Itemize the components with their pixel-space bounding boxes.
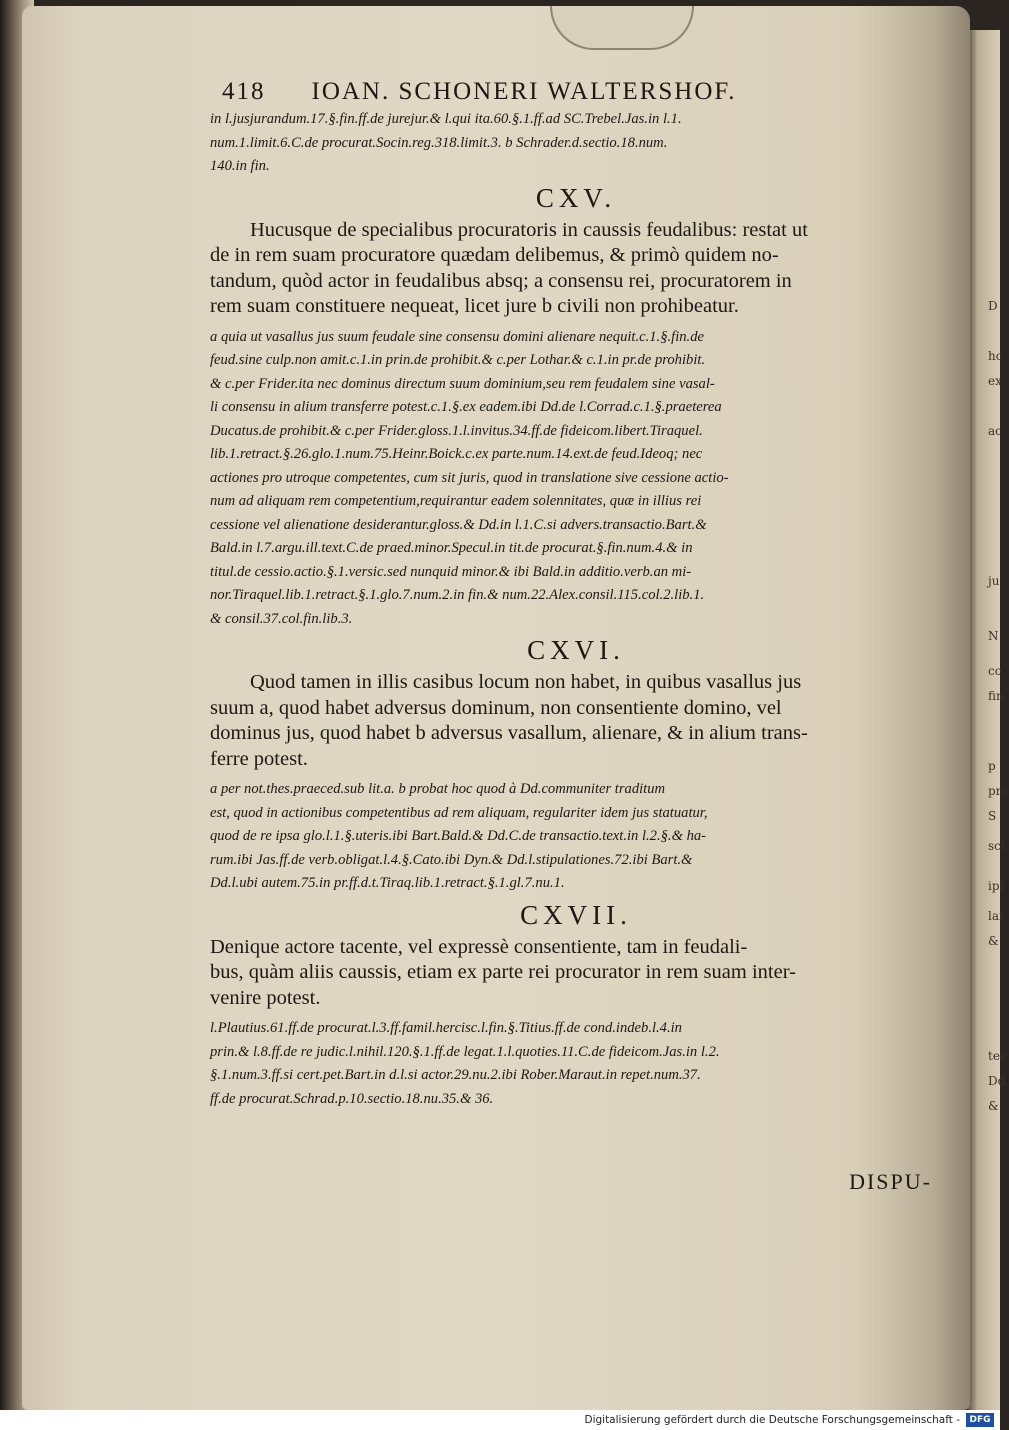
note-line: & c.per Frider.ita nec dominus directum suum dominium,seu rem feudalem sine vasal- xyxy=(210,375,715,392)
note-line: in l.jusjurandum.17.§.fin.ff.de jurejur.& l.qui ita.60.§.1.ff.ad SC.Trebel.Jas.in l.1. xyxy=(210,111,682,127)
text-line: Quod tamen in illis casibus locum non habet, in quibus vasallus jus xyxy=(250,671,802,693)
text-line: bus, quàm aliis caussis, etiam ex parte rei procurator in rem suam inter- xyxy=(210,961,796,983)
section-notes xyxy=(210,326,942,632)
text-line: rem suam constituere nequeat, licet jure b civili non prohibeatur. xyxy=(210,295,739,317)
note-line: ff.de procurat.Schrad.p.10.sectio.18.nu.35.& 36. xyxy=(210,1090,494,1107)
adjacent-page-fragment: lai xyxy=(988,909,1003,923)
section-text xyxy=(210,935,942,1012)
text-line: ferre potest. xyxy=(210,747,308,770)
note-line: nor.Tiraquel.lib.1.retract.§.1.glo.7.num.2.in fin.& num.22.Alex.consil.115.col.2.lib.1. xyxy=(210,587,705,603)
adjacent-page-fragment: ex xyxy=(988,374,1002,388)
note-line: Ducatus.de prohibit.& c.per Frider.gloss.1.l.invitus.34.ff.de fideicom.libert.Tiraquel. xyxy=(210,422,703,439)
section-notes xyxy=(210,778,942,896)
note-line: Bald.in l.7.argu.ill.text.C.de praed.minor.Specul.in tit.de procurat.§.fin.num.4.& in xyxy=(210,540,693,556)
adjacent-page-fragment: hc xyxy=(988,349,1003,363)
text-line: tandum, quòd actor in feudalibus absq; a consensu rei, procuratorem in xyxy=(210,269,792,292)
note-line: li consensu in alium transferre potest.c.1.§.ex eadem.ibi Dd.de l.Corrad.c.1.§.praeterea xyxy=(210,399,722,415)
adjacent-page-fragment: fin xyxy=(988,689,1004,703)
note-line: quod de re ipsa glo.l.1.§.uteris.ibi Bart.Bald.& Dd.C.de transactio.text.in l.2.§.& ha- xyxy=(210,828,707,844)
adjacent-page-fragment: Dd xyxy=(988,1074,1006,1088)
text-line: Denique actore tacente, vel expressè consentiente, tam in feudali- xyxy=(210,935,748,958)
text-line: suum a, quod habet adversus dominum, non consentiente domino, vel xyxy=(210,696,782,719)
adjacent-page-fragment: pra xyxy=(988,784,1009,798)
adjacent-page-fragment: & xyxy=(988,1099,999,1113)
note-line: a quia ut vasallus jus suum feudale sine consensu domini alienare nequit.c.1.§.fin.de xyxy=(210,328,704,345)
section-cxv xyxy=(210,183,942,632)
footer-credit: Digitalisierung gefördert durch die Deutsche Forschungsgemeinschaft - xyxy=(584,1414,960,1426)
note-line: prin.& l.8.ff.de re judic.l.nihil.120.§.1.ff.de legat.1.l.quoties.11.C.de fideicom.Jas.in l.2. xyxy=(210,1043,720,1060)
section-heading: CXV. xyxy=(535,182,617,213)
text-line: venire potest. xyxy=(210,986,321,1009)
note-line: §.1.num.3.ff.si cert.pet.Bart.in d.l.si actor.29.nu.2.ibi Rober.Maraut.in repet.num.37. xyxy=(210,1067,701,1083)
running-head xyxy=(222,78,942,106)
section-cxvii xyxy=(210,900,942,1112)
page-tab xyxy=(550,6,694,50)
note-line: l.Plautius.61.ff.de procurat.l.3.ff.famil.hercisc.l.fin.§.Titius.ff.de cond.indeb.l.4.in xyxy=(210,1020,682,1036)
digitization-footer xyxy=(0,1410,1000,1430)
note-line: rum.ibi Jas.ff.de verb.obligat.l.4.§.Cato.ibi Dyn.& Dd.l.stipulationes.72.ibi Bart.& xyxy=(210,851,693,868)
note-line: actiones pro utroque competentes, cum sit juris, quod in translatione sive cessione actio- xyxy=(210,469,729,486)
note-line: titul.de cessio.actio.§.1.versic.sed nunquid minor.& ibi Bald.in additio.verb.an mi- xyxy=(210,563,692,580)
adjacent-page-fragment: sci xyxy=(988,839,1005,853)
section-cxvi xyxy=(210,635,942,896)
adjacent-page-fragment: co xyxy=(988,664,1002,678)
adjacent-page-edge xyxy=(968,30,1003,1410)
section-notes xyxy=(210,1017,942,1111)
adjacent-page-fragment: & xyxy=(988,934,999,948)
note-line: cessione vel alienatione desiderantur.gloss.& Dd.in l.1.C.si advers.transactio.Bart.& xyxy=(210,516,707,533)
note-line: & consil.37.col.fin.lib.3. xyxy=(210,610,353,627)
note-line: num ad aliquam rem competentium,requirantur eadem solennitates, quæ in illius rei xyxy=(210,493,702,509)
note-line: a per not.thes.praeced.sub lit.a. b probat hoc quod à Dd.communiter traditum xyxy=(210,781,666,797)
note-line: feud.sine culp.non amit.c.1.in prin.de prohibit.& c.per Lothar.& c.1.in pr.de prohibit. xyxy=(210,352,706,368)
section-heading: CXVI. xyxy=(527,635,625,665)
section-text xyxy=(210,218,942,320)
catchword: DISPU- xyxy=(849,1169,932,1194)
note-line: lib.1.retract.§.26.glo.1.num.75.Heinr.Boick.c.ex parte.num.14.ext.de feud.Ideoq; nec xyxy=(210,446,703,462)
adjacent-page-fragment: ter xyxy=(988,1049,1006,1063)
adjacent-page-fragment: S xyxy=(988,809,997,823)
running-title: IOAN. SCHONERI WALTERSHOF. xyxy=(311,78,737,105)
page-number: 418 xyxy=(222,78,266,105)
adjacent-page-fragment: ipf xyxy=(988,879,1004,893)
adjacent-page-fragment: ju xyxy=(988,574,1000,588)
note-line: Dd.l.ubi autem.75.in pr.ff.d.t.Tiraq.lib.1.retract.§.1.gl.7.nu.1. xyxy=(210,875,565,891)
page-content xyxy=(210,78,942,1195)
text-line: dominus jus, quod habet b adversus vasallum, alienare, & in alium trans- xyxy=(210,722,808,744)
section-text xyxy=(210,670,942,772)
top-notes xyxy=(210,108,942,179)
note-line: num.1.limit.6.C.de procurat.Socin.reg.318.limit.3. b Schrader.d.sectio.18.num. xyxy=(210,134,668,151)
adjacent-page-fragment: ac xyxy=(988,424,1002,438)
note-line: 140.in fin. xyxy=(210,158,270,174)
text-line: de in rem suam procuratore quædam delibemus, & primò quidem no- xyxy=(210,244,779,266)
section-heading: CXVII. xyxy=(520,899,632,930)
dfg-logo: DFG xyxy=(966,1413,994,1427)
text-line: Hucusque de specialibus procuratoris in caussis feudalibus: restat ut xyxy=(250,218,808,241)
adjacent-page-fragment: D xyxy=(988,299,998,313)
note-line: est, quod in actionibus competentibus ad rem aliquam, regulariter idem jus statuatur, xyxy=(210,804,708,821)
adjacent-page-fragment: p xyxy=(988,759,996,773)
adjacent-page-fragment: N xyxy=(988,629,999,643)
